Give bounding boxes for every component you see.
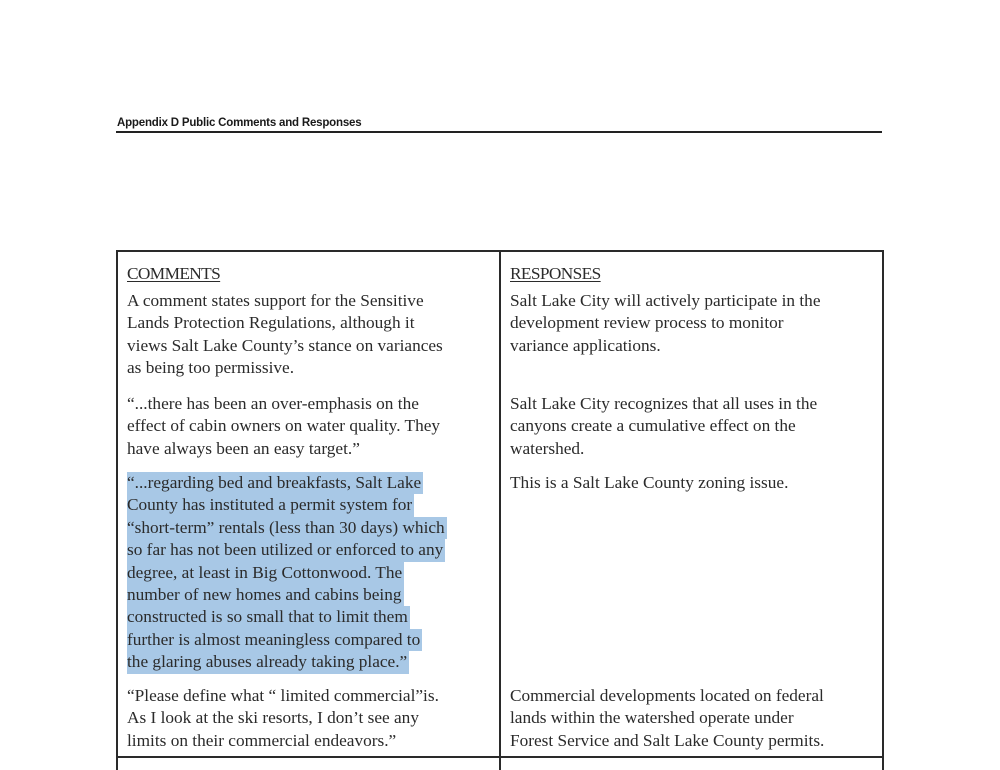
response-line: Salt Lake City recognizes that all uses in the [510, 394, 818, 413]
response-line: Commercial developments located on federal [510, 686, 824, 705]
page-header-title: Appendix D Public Comments and Responses [117, 117, 362, 129]
comment-line: views Salt Lake County’s stance on variances [127, 335, 443, 355]
responses-heading: RESPONSES [510, 264, 601, 283]
response-cell-4 [510, 685, 824, 752]
comment-line: as being too permissive. [127, 357, 295, 377]
comment-cell-4 [127, 685, 439, 752]
comment-line: As I look at the ski resorts, I don’t see any [127, 708, 419, 728]
response-cell-2 [510, 393, 817, 460]
comment-line: A comment states support for the Sensitive [127, 291, 424, 310]
comment-line: “Please define what “ limited commercial”is. [127, 686, 439, 705]
comments-heading: COMMENTS [127, 264, 221, 283]
response-cell-1 [510, 290, 821, 357]
response-line: canyons create a cumulative effect on the [510, 416, 796, 436]
comment-line: have always been an easy target.” [127, 438, 360, 458]
row-divider [118, 756, 882, 758]
comment-line: effect of cabin owners on water quality. They [127, 416, 441, 436]
selected-comment-line[interactable]: County has instituted a permit system for [127, 494, 414, 516]
comment-cell-2 [127, 393, 440, 460]
selected-comment-line[interactable]: “...regarding bed and breakfasts, Salt Lake [127, 472, 423, 494]
comment-line: “...there has been an over-emphasis on the [127, 394, 419, 413]
response-cell-3 [510, 472, 788, 494]
column-divider [499, 252, 501, 770]
selected-comment-line[interactable]: further is almost meaningless compared to [127, 629, 422, 651]
selected-comment-line[interactable]: degree, at least in Big Cottonwood. The [127, 562, 404, 584]
response-line: variance applications. [510, 335, 661, 355]
response-line: lands within the watershed operate under [510, 708, 794, 728]
selected-comment-line[interactable]: the glaring abuses already taking place.” [127, 651, 409, 673]
comment-cell-3-selected[interactable] [127, 472, 447, 674]
selected-comment-line[interactable]: so far has not been utilized or enforced to any [127, 539, 445, 561]
response-line: This is a Salt Lake County zoning issue. [510, 473, 789, 492]
response-line: Salt Lake City will actively participate in the [510, 291, 821, 310]
comment-line: Lands Protection Regulations, although it [127, 313, 415, 333]
response-line: Forest Service and Salt Lake County permits. [510, 730, 825, 750]
selected-comment-line[interactable]: number of new homes and cabins being [127, 584, 404, 606]
selected-comment-line[interactable]: “short-term” rentals (less than 30 days) which [127, 517, 447, 539]
response-line: development review process to monitor [510, 313, 784, 333]
response-line: watershed. [510, 438, 585, 458]
comment-cell-1 [127, 290, 443, 379]
selected-comment-line[interactable]: constructed is so small that to limit them [127, 606, 410, 628]
comments-responses-table [116, 250, 884, 770]
comment-line: limits on their commercial endeavors.” [127, 730, 397, 750]
page-header [116, 117, 882, 133]
